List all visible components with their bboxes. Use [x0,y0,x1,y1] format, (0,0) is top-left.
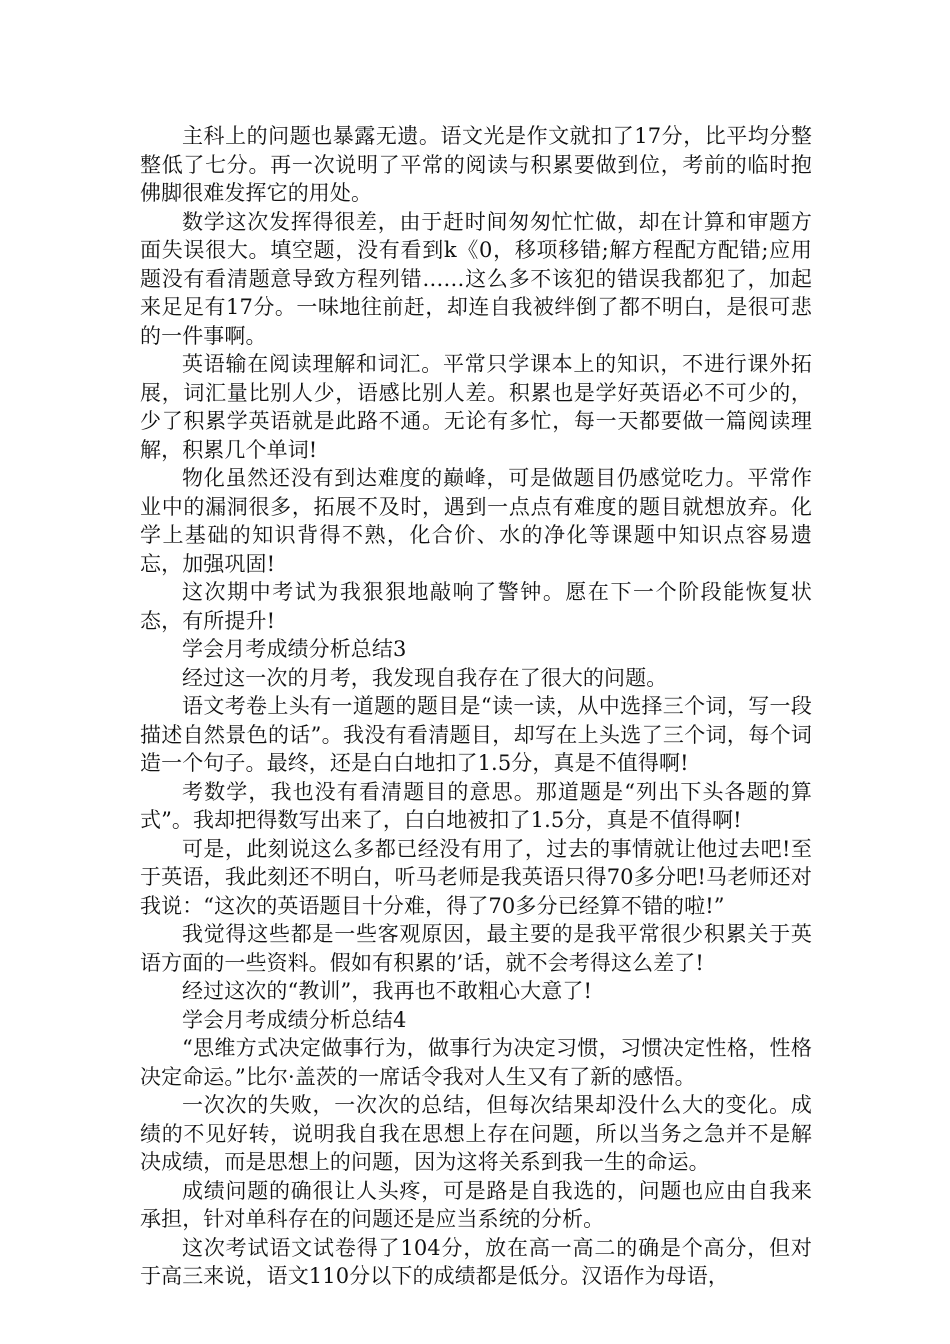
paragraph: 经过这次的“教训”，我再也不敢粗心大意了! [182,979,593,1003]
document-body [140,122,812,1291]
paragraph: 物化虽然还没有到达难度的巅峰，可是做题目仍感觉吃力。平常作业中的漏洞很多，拓展不及时，遇到一点点有难度的题目就想放弃。化学上基础的知识背得不熟，化合价、水的净化等课题中知识点容易遗忘，加强巩固! [140,466,812,576]
paragraph: 数学这次发挥得很差，由于赶时间匆匆忙忙做，却在计算和审题方面失误很大。填空题，没有看到k《0，移项移错;解方程配方配错;应用题没有看清题意导致方程列错……这么多不该犯的错误我都犯了，加起来足足有17分。一味地往前赶，却连自我被绊倒了都不明白，是很可悲的一件事啊。 [140,209,812,348]
paragraph: 这次期中考试为我狠狠地敲响了警钟。愿在下一个阶段能恢复状态，有所提升! [140,580,812,633]
paragraph: 经过这一次的月考，我发现自我存在了很大的问题。 [182,665,668,690]
paragraph: 英语输在阅读理解和词汇。平常只学课本上的知识，不进行课外拓展，词汇量比别人少，语感比别人差。积累也是学好英语必不可少的，少了积累学英语就是此路不通。无论有多忙，每一天都要做一篇阅读理解，积累几个单词! [140,352,812,462]
paragraph: 这次考试语文试卷得了104分，放在高一高二的确是个高分，但对于高三来说，语文110分以下的成绩都是低分。汉语作为母语， [140,1235,812,1288]
paragraph: 语文考卷上头有一道题的题目是“读一读，从中选择三个词，写一段描述自然景色的话”。我没有看清题目，却写在上头选了三个词，每个词造一个句子。最终，还是白白地扣了1.5分，真是不值得啊! [140,694,812,775]
paragraph: 主科上的问题也暴露无遗。语文光是作文就扣了17分，比平均分整整低了七分。再一次说明了平常的阅读与积累要做到位，考前的临时抱佛脚很难发挥它的用处。 [140,124,812,205]
paragraph: “思维方式决定做事行为，做事行为决定习惯，习惯决定性格，性格决定命运。”比尔·盖茨的一席话令我对人生又有了新的感悟。 [140,1036,812,1089]
paragraph: 我觉得这些都是一些客观原因，最主要的是我平常很少积累关于英语方面的一些资料。假如有积累的’话，就不会考得这么差了! [140,922,812,975]
section-heading: 学会月考成绩分析总结4 [182,1007,407,1032]
paragraph: 一次次的失败，一次次的总结，但每次结果却没什么大的变化。成绩的不见好转，说明我自我在思想上存在问题，所以当务之急并不是解决成绩，而是思想上的问题，因为这将关系到我一生的命运。 [140,1093,812,1174]
paragraph: 成绩问题的确很让人头疼，可是路是自我选的，问题也应由自我来承担，针对单科存在的问题还是应当系统的分析。 [140,1178,812,1231]
paragraph: 考数学，我也没有看清题目的意思。那道题是“列出下头各题的算式”。我却把得数写出来了，白白地被扣了1.5分，真是不值得啊! [140,779,812,832]
paragraph: 可是，此刻说这么多都已经没有用了，过去的事情就让他过去吧!至于英语，我此刻还不明白，听马老师是我英语只得70多分吧!马老师还对我说：“这次的英语题目十分难，得了70多分已经算不错的啦!” [140,836,812,918]
section-heading: 学会月考成绩分析总结3 [182,637,407,661]
